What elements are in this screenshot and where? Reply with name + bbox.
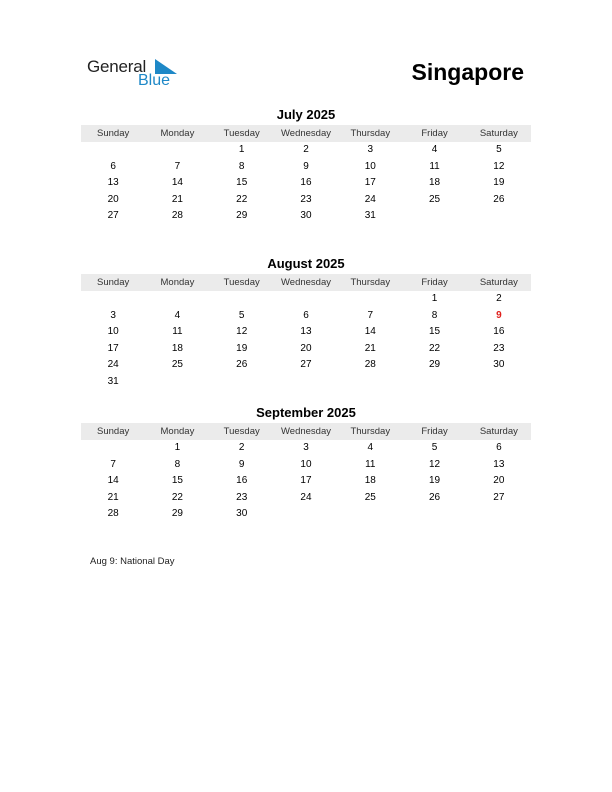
day-cell: 2 — [303, 144, 309, 155]
week-row — [81, 159, 531, 176]
day-cell: 14 — [364, 326, 376, 338]
day-cell: 25 — [171, 359, 183, 371]
holiday-notes — [90, 556, 175, 567]
day-cell: 10 — [107, 326, 119, 338]
day-cell: 11 — [172, 326, 183, 338]
day-cell: 24 — [107, 359, 119, 371]
weekday-label: Sunday — [97, 426, 130, 437]
weekday-label: Wednesday — [280, 426, 331, 437]
weekday-label: Thursday — [350, 277, 391, 288]
empty-day-cell — [81, 142, 145, 159]
day-cell: 17 — [364, 177, 376, 189]
day-cell: 27 — [107, 210, 119, 222]
weekday-label: Saturday — [479, 426, 518, 437]
day-cell: 10 — [364, 160, 376, 172]
day-cell: 26 — [429, 491, 441, 503]
month-title: August 2025 — [267, 256, 345, 271]
day-cell: 4 — [431, 144, 438, 155]
day-cell: 9 — [238, 458, 245, 470]
day-cell: 12 — [236, 326, 248, 338]
day-cell: 1 — [431, 293, 438, 304]
day-cell: 10 — [300, 458, 312, 470]
day-cell: 29 — [236, 210, 248, 222]
day-cell: 7 — [110, 458, 116, 470]
weekday-label: Friday — [421, 277, 448, 288]
month-calendar — [81, 256, 531, 391]
day-cell: 5 — [496, 144, 502, 155]
day-cell: 18 — [429, 177, 441, 189]
empty-day-cell — [210, 374, 274, 391]
weekday-label: Friday — [421, 128, 448, 139]
empty-day-cell — [402, 208, 466, 225]
week-row — [81, 490, 531, 507]
empty-day-cell — [81, 291, 145, 308]
day-cell: 24 — [364, 193, 376, 205]
day-cell: 26 — [493, 193, 505, 205]
empty-day-cell — [467, 506, 531, 523]
day-cell: 26 — [236, 359, 248, 371]
day-cell: 19 — [429, 475, 441, 487]
empty-day-cell — [145, 374, 209, 391]
day-cell: 21 — [107, 491, 119, 503]
week-row — [81, 357, 531, 374]
day-cell: 28 — [171, 210, 183, 222]
month-title: July 2025 — [276, 107, 336, 122]
day-cell: 13 — [493, 458, 505, 470]
day-cell: 4 — [174, 309, 181, 321]
day-cell: 4 — [367, 442, 374, 453]
day-cell: 15 — [171, 475, 183, 487]
week-row — [81, 142, 531, 159]
day-cell: 21 — [364, 342, 376, 354]
day-cell: 30 — [236, 508, 248, 520]
day-cell: 17 — [107, 342, 119, 354]
weekday-label: Saturday — [479, 128, 518, 139]
empty-day-cell — [274, 374, 338, 391]
day-cell: 21 — [171, 193, 183, 205]
day-cell: 23 — [300, 193, 312, 205]
day-cell: 15 — [236, 177, 248, 189]
day-cell: 2 — [496, 293, 502, 304]
day-cell: 13 — [300, 326, 312, 338]
day-cell: 30 — [300, 210, 312, 222]
empty-day-cell — [145, 142, 209, 159]
day-cell: 23 — [493, 342, 505, 354]
weekday-label: Tuesday — [223, 128, 260, 139]
day-cell: 8 — [174, 458, 181, 470]
weekday-header-row — [81, 125, 531, 142]
day-cell: 22 — [429, 342, 441, 354]
day-cell: 6 — [303, 309, 309, 321]
week-row — [81, 308, 531, 325]
empty-day-cell — [274, 506, 338, 523]
day-cell: 1 — [174, 442, 181, 453]
generalblue-logo — [87, 57, 187, 91]
weekday-header-row — [81, 274, 531, 291]
weekday-label: Wednesday — [280, 128, 331, 139]
day-cell: 5 — [238, 309, 245, 321]
day-cell: 15 — [429, 326, 441, 338]
day-cell: 7 — [174, 160, 181, 172]
day-cell: 1 — [238, 144, 245, 155]
week-row — [81, 457, 531, 474]
empty-day-cell — [338, 291, 402, 308]
week-row — [81, 341, 531, 358]
day-cell: 12 — [493, 160, 505, 172]
day-cell: 8 — [238, 160, 245, 172]
weekday-label: Monday — [160, 426, 195, 437]
day-cell: 17 — [300, 475, 312, 487]
week-row — [81, 324, 531, 341]
day-cell: 11 — [365, 458, 376, 470]
day-cell: 31 — [107, 375, 119, 387]
week-row — [81, 440, 531, 457]
day-cell: 28 — [364, 359, 376, 371]
day-cell: 16 — [300, 177, 312, 189]
empty-day-cell — [467, 208, 531, 225]
weekday-label: Tuesday — [223, 426, 260, 437]
day-cell: 3 — [303, 442, 309, 453]
day-cell: 3 — [367, 144, 374, 155]
day-cell: 14 — [171, 177, 183, 189]
day-cell: 14 — [107, 475, 119, 487]
day-cell: 5 — [431, 442, 438, 453]
week-row — [81, 291, 531, 308]
day-cell: 31 — [364, 210, 376, 222]
weekday-label: Saturday — [479, 277, 518, 288]
weekday-label: Thursday — [350, 426, 391, 437]
day-cell: 20 — [107, 193, 119, 205]
day-cell: 20 — [300, 342, 312, 354]
holiday-note: Aug 9: National Day — [90, 556, 175, 567]
day-cell: 6 — [110, 160, 116, 172]
day-cell: 8 — [431, 309, 438, 321]
day-cell: 27 — [300, 359, 312, 371]
month-title: September 2025 — [256, 405, 356, 420]
day-cell: 20 — [493, 475, 505, 487]
day-cell: 2 — [238, 442, 245, 453]
holiday-day-cell: 9 — [496, 309, 502, 321]
logo-text-blue: Blue — [138, 72, 171, 89]
day-cell: 16 — [236, 475, 248, 487]
day-cell: 19 — [493, 177, 505, 189]
day-cell: 25 — [429, 193, 441, 205]
day-cell: 27 — [493, 491, 505, 503]
empty-day-cell — [402, 374, 466, 391]
day-cell: 30 — [493, 359, 505, 371]
day-cell: 29 — [171, 508, 183, 520]
empty-day-cell — [467, 374, 531, 391]
day-cell: 6 — [496, 442, 502, 453]
month-calendar — [81, 107, 531, 225]
weekday-label: Thursday — [350, 128, 391, 139]
weekday-label: Wednesday — [280, 277, 331, 288]
day-cell: 11 — [429, 160, 440, 172]
day-cell: 18 — [364, 475, 376, 487]
empty-day-cell — [338, 374, 402, 391]
day-cell: 7 — [367, 309, 374, 321]
empty-day-cell — [338, 506, 402, 523]
day-cell: 12 — [429, 458, 441, 470]
month-calendar — [81, 405, 531, 523]
day-cell: 24 — [300, 491, 312, 503]
day-cell: 25 — [364, 491, 376, 503]
weekday-label: Tuesday — [223, 277, 260, 288]
week-row — [81, 175, 531, 192]
weekday-header-row — [81, 423, 531, 440]
weekday-label: Sunday — [97, 277, 130, 288]
week-row — [81, 374, 531, 391]
weekday-label: Sunday — [97, 128, 130, 139]
weekday-label: Monday — [160, 128, 195, 139]
weekday-label: Monday — [160, 277, 195, 288]
day-cell: 22 — [236, 193, 248, 205]
week-row — [81, 473, 531, 490]
empty-day-cell — [145, 291, 209, 308]
weekday-label: Friday — [421, 426, 448, 437]
day-cell: 23 — [236, 491, 248, 503]
day-cell: 29 — [429, 359, 441, 371]
day-cell: 9 — [303, 160, 309, 172]
logo-text-general: General — [87, 57, 147, 76]
week-row — [81, 208, 531, 225]
country-title: Singapore — [411, 59, 524, 85]
week-row — [81, 506, 531, 523]
empty-day-cell — [274, 291, 338, 308]
day-cell: 28 — [107, 508, 119, 520]
day-cell: 16 — [493, 326, 505, 338]
day-cell: 18 — [171, 342, 183, 354]
day-cell: 22 — [171, 491, 183, 503]
empty-day-cell — [210, 291, 274, 308]
empty-day-cell — [402, 506, 466, 523]
week-row — [81, 192, 531, 209]
day-cell: 13 — [107, 177, 119, 189]
day-cell: 3 — [110, 309, 116, 321]
empty-day-cell — [81, 440, 145, 457]
day-cell: 19 — [236, 342, 248, 354]
